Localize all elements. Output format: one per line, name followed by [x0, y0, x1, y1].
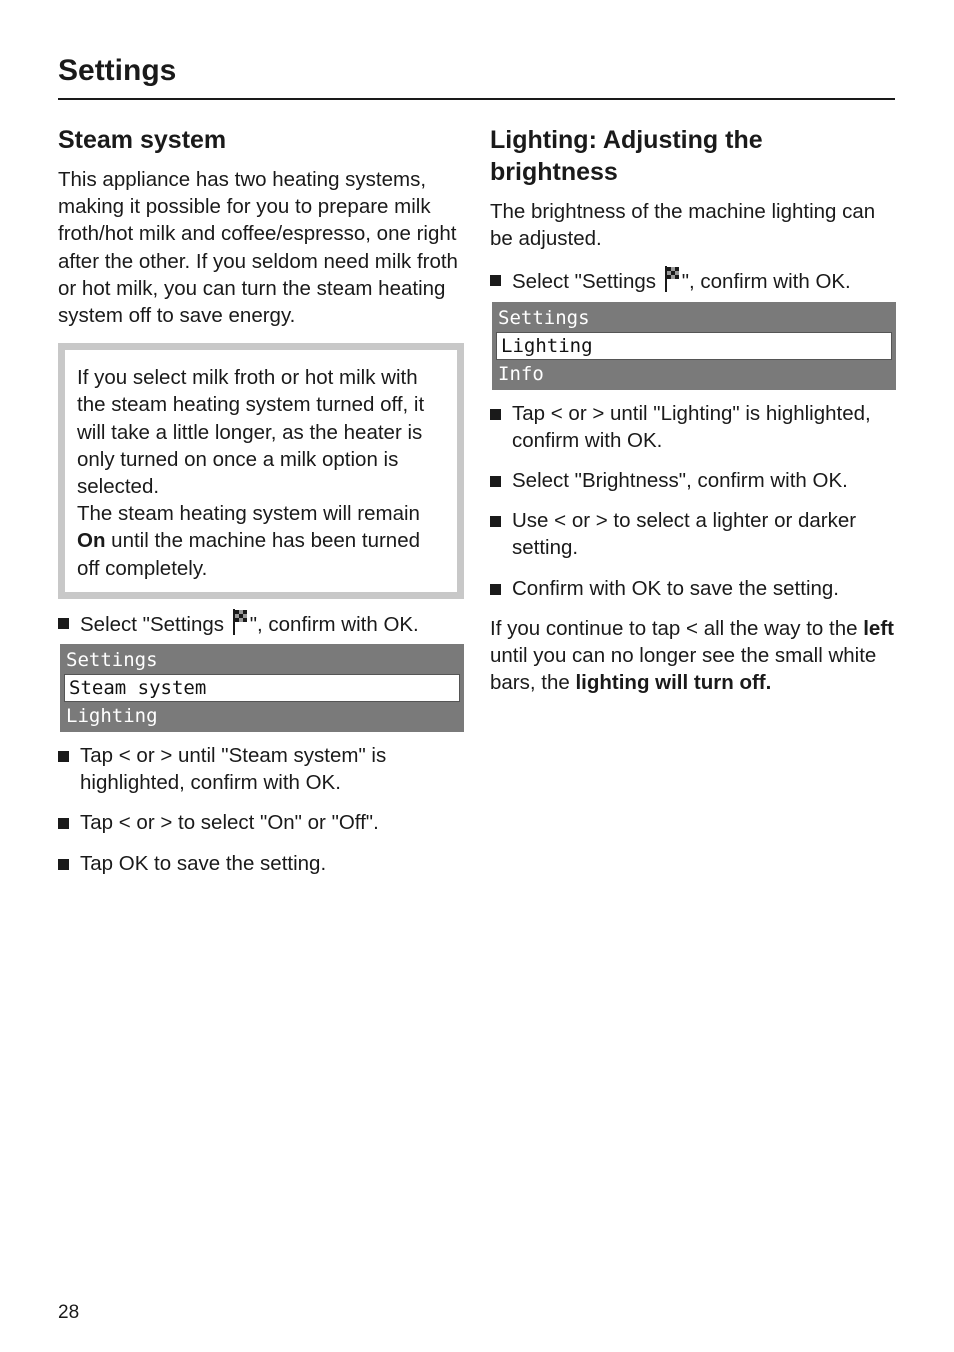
display-selected-item: Steam system [64, 674, 460, 702]
step-text: Tap < or > to select "On" or "Off". [80, 811, 379, 835]
note-text-2-post: until the machine has been turned off completely. [77, 529, 421, 580]
flag-icon [664, 266, 680, 292]
list-item [490, 467, 896, 494]
step-text-pre: Select "Settings [80, 612, 230, 636]
lighting-intro: The brightness of the machine lighting can be adjusted. [490, 200, 876, 251]
list-item [490, 575, 896, 602]
display-header: Settings [66, 649, 158, 672]
title-divider [58, 98, 895, 100]
steam-note-box [58, 343, 464, 599]
steam-system-heading: Steam system [58, 126, 227, 154]
steam-system-section [58, 124, 464, 890]
step-text: Select "Brightness", confirm with OK. [512, 469, 848, 493]
steam-step-list-1 [58, 609, 464, 638]
flag-icon [232, 609, 248, 635]
page-title: Settings [58, 54, 177, 87]
step-text: Confirm with OK to save the setting. [512, 576, 839, 600]
outro-text-mid: until you can no longer see the small white bars, the [490, 644, 877, 695]
step-text-post: ", confirm with OK. [249, 612, 419, 636]
note-text-2 [77, 500, 445, 582]
lighting-outro [490, 615, 896, 697]
list-item [490, 507, 896, 561]
bullet-icon [490, 516, 501, 527]
lighting-heading: Lighting: Adjusting the brightness [490, 126, 763, 186]
lighting-step-list-2 [490, 400, 896, 602]
steam-system-intro: This appliance has two heating systems, making it possible for you to prepare milk froth/hot milk and coffee/espresso, one right after the other. If you seldom need milk froth or hot milk, you can turn the steam heating system off to save energy. [58, 168, 458, 328]
bullet-icon [490, 409, 501, 420]
step-text-pre: Select "Settings [512, 270, 662, 294]
bullet-icon [490, 476, 501, 487]
display-header: Settings [498, 306, 590, 329]
note-text-2-bold: On [77, 529, 106, 553]
bullet-icon [490, 275, 501, 286]
page-number: 28 [58, 1302, 80, 1323]
step-text: Tap < or > until "Steam system" is highlighted, confirm with OK. [80, 744, 387, 795]
display-screen [60, 644, 464, 732]
step-text: Tap OK to save the setting. [80, 851, 327, 875]
outro-bold-off: lighting will turn off. [575, 671, 772, 695]
display-selected-item: Lighting [496, 332, 892, 360]
list-item [490, 400, 896, 454]
list-item [58, 809, 464, 836]
display-next-item: Info [498, 362, 544, 385]
bullet-icon [490, 584, 501, 595]
bullet-icon [58, 818, 69, 829]
list-item [58, 850, 464, 877]
lighting-section [490, 124, 896, 710]
bullet-icon [58, 751, 69, 762]
note-text-2-pre: The steam heating system will remain [77, 502, 420, 526]
display-screen [492, 302, 896, 390]
step-text-post: ", confirm with OK. [681, 270, 851, 294]
step-text: Tap < or > until "Lighting" is highlighted, confirm with OK. [512, 401, 871, 452]
outro-bold-left: left [863, 616, 894, 640]
bullet-icon [58, 859, 69, 870]
lighting-step-list-1 [490, 266, 896, 295]
bullet-icon [58, 618, 69, 629]
steam-step-list-2 [58, 742, 464, 877]
display-next-item: Lighting [66, 705, 158, 728]
list-item [58, 742, 464, 796]
note-text-1: If you select milk froth or hot milk with the steam heating system turned off, it will take a little longer, as the heater is only turned on once a milk option is selected. [77, 366, 425, 499]
lighting-step-select-settings [490, 266, 896, 295]
steam-step-select-settings [58, 609, 464, 638]
step-text: Use < or > to select a lighter or darker setting. [512, 509, 857, 560]
outro-text-pre: If you continue to tap < all the way to the [490, 616, 864, 640]
